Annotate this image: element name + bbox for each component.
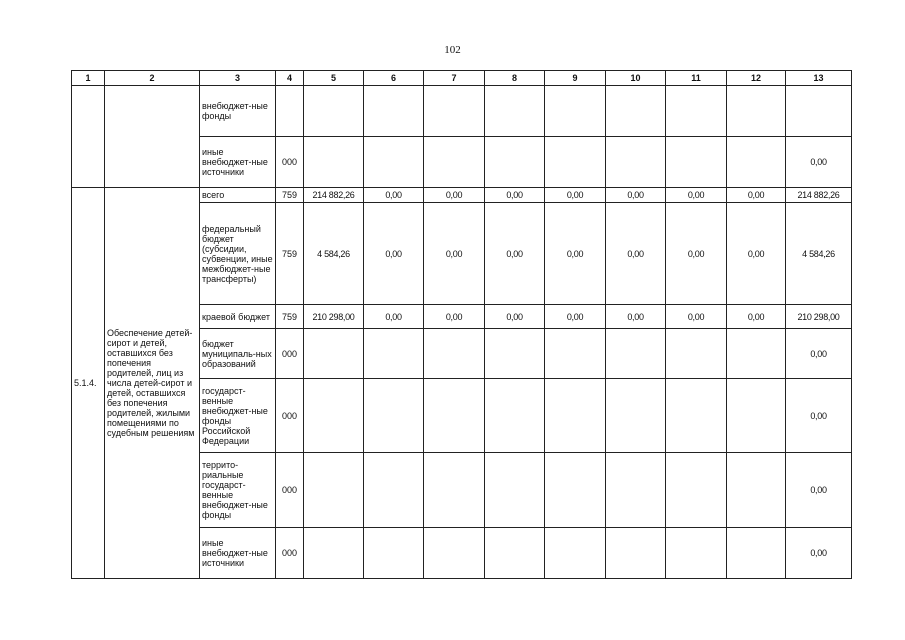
value-cell: 0,00 [485, 203, 545, 305]
value-cell [364, 528, 424, 579]
value-cell [485, 528, 545, 579]
value-cell [666, 86, 727, 137]
value-cell [606, 86, 666, 137]
value-cell [666, 379, 727, 453]
value-cell: 0,00 [786, 379, 852, 453]
column-header: 11 [666, 71, 727, 86]
value-cell [545, 137, 606, 188]
budget-code: 000 [276, 453, 304, 528]
value-cell [485, 379, 545, 453]
header-row [72, 71, 852, 86]
value-cell: 0,00 [424, 188, 485, 203]
value-cell: 0,00 [666, 305, 727, 329]
item-number: 5.1.4. [72, 188, 105, 579]
item-description: Обеспечение детей-сирот и детей, оставшихся без попечения родителей, лиц из числа детей-сирот и детей, оставшихся без попечения родителей, жилыми помещениями по судебным решениям [105, 188, 200, 579]
column-header: 9 [545, 71, 606, 86]
value-cell [424, 453, 485, 528]
value-cell: 0,00 [727, 203, 786, 305]
column-header: 6 [364, 71, 424, 86]
value-cell [424, 137, 485, 188]
value-cell [424, 329, 485, 379]
value-cell [364, 453, 424, 528]
funding-source: бюджет муниципаль-ных образований [200, 329, 276, 379]
value-cell [666, 528, 727, 579]
value-cell [364, 137, 424, 188]
value-cell [304, 453, 364, 528]
value-cell: 0,00 [786, 528, 852, 579]
budget-table [71, 70, 852, 579]
value-cell [727, 379, 786, 453]
value-cell [727, 453, 786, 528]
value-cell: 0,00 [545, 203, 606, 305]
value-cell: 0,00 [606, 203, 666, 305]
value-cell: 0,00 [364, 203, 424, 305]
value-cell [424, 86, 485, 137]
value-cell [364, 329, 424, 379]
value-cell [666, 329, 727, 379]
funding-source: федеральный бюджет (субсидии, субвенции, иные межбюджет-ные трансферты) [200, 203, 276, 305]
value-cell [727, 329, 786, 379]
budget-code: 759 [276, 188, 304, 203]
value-cell: 214 882,26 [786, 188, 852, 203]
value-cell: 0,00 [424, 203, 485, 305]
value-cell: 0,00 [606, 305, 666, 329]
value-cell: 0,00 [666, 188, 727, 203]
column-header: 1 [72, 71, 105, 86]
funding-source: краевой бюджет [200, 305, 276, 329]
value-cell [727, 528, 786, 579]
column-header: 2 [105, 71, 200, 86]
value-cell [606, 329, 666, 379]
value-cell: 4 584,26 [304, 203, 364, 305]
table-row [72, 188, 852, 203]
column-header: 13 [786, 71, 852, 86]
value-cell: 4 584,26 [786, 203, 852, 305]
value-cell [727, 137, 786, 188]
value-cell: 0,00 [485, 188, 545, 203]
column-header: 12 [727, 71, 786, 86]
column-header: 5 [304, 71, 364, 86]
budget-code: 000 [276, 379, 304, 453]
value-cell: 0,00 [545, 188, 606, 203]
value-cell [485, 86, 545, 137]
value-cell [545, 528, 606, 579]
value-cell: 0,00 [364, 188, 424, 203]
funding-source: внебюджет-ные фонды [200, 86, 276, 137]
value-cell: 0,00 [485, 305, 545, 329]
funding-source: государст-венные внебюджет-ные фонды Российской Федерации [200, 379, 276, 453]
column-header: 3 [200, 71, 276, 86]
continued-index-cell [72, 86, 105, 188]
column-header: 8 [485, 71, 545, 86]
value-cell: 0,00 [545, 305, 606, 329]
value-cell: 0,00 [727, 305, 786, 329]
budget-code: 000 [276, 137, 304, 188]
continued-description-cell [105, 86, 200, 188]
value-cell: 0,00 [786, 453, 852, 528]
value-cell [727, 86, 786, 137]
value-cell [606, 137, 666, 188]
value-cell: 0,00 [786, 137, 852, 188]
funding-source: террито-риальные государст-венные внебюджет-ные фонды [200, 453, 276, 528]
value-cell [304, 329, 364, 379]
value-cell [545, 86, 606, 137]
value-cell [606, 379, 666, 453]
value-cell [485, 329, 545, 379]
value-cell: 0,00 [727, 188, 786, 203]
page-number: 102 [444, 44, 461, 56]
column-header: 7 [424, 71, 485, 86]
value-cell: 0,00 [424, 305, 485, 329]
value-cell [666, 453, 727, 528]
table-row [72, 86, 852, 137]
value-cell [545, 329, 606, 379]
value-cell: 0,00 [786, 329, 852, 379]
funding-source: иные внебюджет-ные источники [200, 137, 276, 188]
value-cell [545, 379, 606, 453]
budget-code: 000 [276, 528, 304, 579]
value-cell [304, 86, 364, 137]
value-cell [304, 137, 364, 188]
value-cell [606, 453, 666, 528]
funding-source: иные внебюджет-ные источники [200, 528, 276, 579]
value-cell: 210 298,00 [304, 305, 364, 329]
funding-source: всего [200, 188, 276, 203]
value-cell: 0,00 [606, 188, 666, 203]
value-cell [424, 379, 485, 453]
value-cell [424, 528, 485, 579]
value-cell: 210 298,00 [786, 305, 852, 329]
budget-code: 759 [276, 305, 304, 329]
value-cell [304, 528, 364, 579]
value-cell: 0,00 [364, 305, 424, 329]
value-cell [606, 528, 666, 579]
value-cell: 214 882,26 [304, 188, 364, 203]
budget-code: 000 [276, 329, 304, 379]
value-cell [786, 86, 852, 137]
value-cell [364, 86, 424, 137]
column-header: 10 [606, 71, 666, 86]
budget-code: 759 [276, 203, 304, 305]
value-cell [666, 137, 727, 188]
value-cell [304, 379, 364, 453]
column-header: 4 [276, 71, 304, 86]
value-cell [485, 453, 545, 528]
budget-code [276, 86, 304, 137]
value-cell: 0,00 [666, 203, 727, 305]
value-cell [485, 137, 545, 188]
value-cell [364, 379, 424, 453]
value-cell [545, 453, 606, 528]
